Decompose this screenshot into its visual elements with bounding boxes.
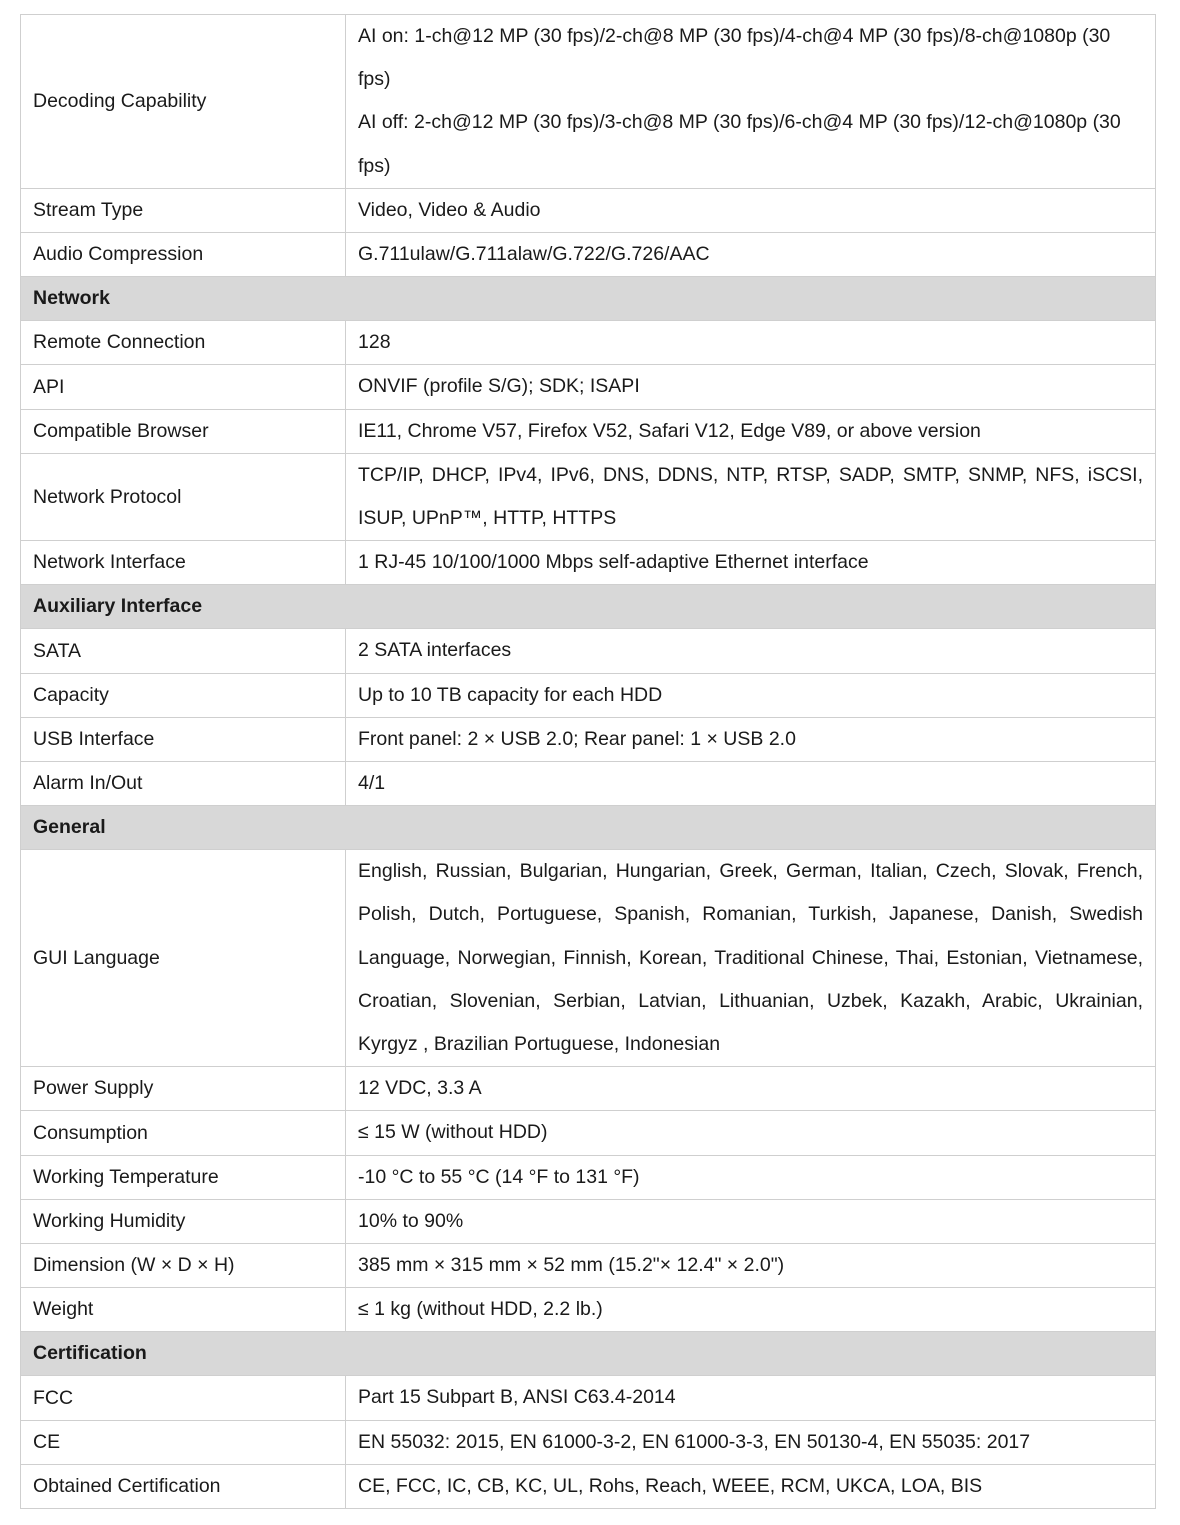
spec-label: FCC	[21, 1376, 346, 1420]
spec-value	[346, 188, 1156, 232]
spec-row	[21, 188, 1156, 232]
spec-value	[346, 1199, 1156, 1243]
spec-label: SATA	[21, 629, 346, 673]
spec-value-line: English, Russian, Bulgarian, Hungarian, Greek, German, Italian, Czech, Slovak, French, Polish, Dutch, Portuguese, Spanish, Romanian, Turkish, Japanese, Danish, Swedish Language, Norwegian, Finnish, Korean, Traditional Chinese, Thai, Estonian, Vietnamese, Croatian, Slovenian, Serbian, Latvian, Lithuanian, Uzbek, Kazakh, Arabic, Ukrainian, Kyrgyz , Brazilian Portuguese, Indonesian	[358, 860, 1143, 1056]
spec-value	[346, 365, 1156, 409]
spec-label: Remote Connection	[21, 321, 346, 365]
spec-row	[21, 1420, 1156, 1464]
spec-value	[346, 1376, 1156, 1420]
spec-label: Network Protocol	[21, 453, 346, 540]
spec-value-line: AI on: 1-ch@12 MP (30 fps)/2-ch@8 MP (30 fps)/4-ch@4 MP (30 fps)/8-ch@1080p (30 fps)	[358, 25, 1111, 91]
spec-label: Working Humidity	[21, 1199, 346, 1243]
spec-row	[21, 453, 1156, 540]
spec-table-body	[21, 15, 1156, 1509]
spec-value	[346, 850, 1156, 1067]
spec-row	[21, 365, 1156, 409]
spec-label: Power Supply	[21, 1067, 346, 1111]
spec-row	[21, 1244, 1156, 1288]
spec-value-line: 4/1	[358, 772, 386, 795]
spec-row	[21, 233, 1156, 277]
section-header-row	[21, 1332, 1156, 1376]
spec-label: Working Temperature	[21, 1155, 346, 1199]
spec-label: Network Interface	[21, 541, 346, 585]
spec-value-line: Part 15 Subpart B, ANSI C63.4-2014	[358, 1386, 676, 1409]
spec-row	[21, 1067, 1156, 1111]
spec-label: Compatible Browser	[21, 409, 346, 453]
spec-row	[21, 762, 1156, 806]
spec-label: Capacity	[21, 673, 346, 717]
spec-value-line: ONVIF (profile S/G); SDK; ISAPI	[358, 375, 640, 398]
spec-label: Consumption	[21, 1111, 346, 1155]
spec-label: API	[21, 365, 346, 409]
spec-value-line: TCP/IP, DHCP, IPv4, IPv6, DNS, DDNS, NTP, RTSP, SADP, SMTP, SNMP, NFS, iSCSI, ISUP, UPnP™, HTTP, HTTPS	[358, 463, 1143, 530]
spec-value-line: Video, Video & Audio	[358, 198, 541, 221]
section-header-row	[21, 277, 1156, 321]
spec-value	[346, 541, 1156, 585]
spec-value	[346, 1067, 1156, 1111]
spec-value	[346, 673, 1156, 717]
spec-value-line: 1 RJ-45 10/100/1000 Mbps self-adaptive Ethernet interface	[358, 551, 869, 574]
spec-label: GUI Language	[21, 850, 346, 1067]
spec-value	[346, 321, 1156, 365]
spec-row	[21, 1288, 1156, 1332]
spec-value-line: 385 mm × 315 mm × 52 mm (15.2"× 12.4" × 2.0")	[358, 1254, 785, 1277]
spec-value	[346, 1288, 1156, 1332]
spec-row	[21, 1376, 1156, 1420]
section-header-row	[21, 806, 1156, 850]
spec-value-line: -10 °C to 55 °C (14 °F to 131 °F)	[358, 1165, 640, 1188]
spec-value	[346, 233, 1156, 277]
spec-row	[21, 1464, 1156, 1508]
spec-label: USB Interface	[21, 717, 346, 761]
spec-value	[346, 1244, 1156, 1288]
spec-value-line: CE, FCC, IC, CB, KC, UL, Rohs, Reach, WEEE, RCM, UKCA, LOA, BIS	[358, 1474, 983, 1497]
spec-row	[21, 1199, 1156, 1243]
spec-value	[346, 717, 1156, 761]
spec-value	[346, 762, 1156, 806]
spec-value-line: 2 SATA interfaces	[358, 639, 512, 662]
spec-value-line: G.711ulaw/G.711alaw/G.722/G.726/AAC	[358, 243, 710, 266]
spec-value-line: ≤ 1 kg (without HDD, 2.2 lb.)	[358, 1298, 603, 1321]
spec-value-line: 10% to 90%	[358, 1209, 464, 1232]
spec-label: Alarm In/Out	[21, 762, 346, 806]
spec-value-line: 128	[358, 331, 391, 354]
spec-value	[346, 409, 1156, 453]
spec-label: Audio Compression	[21, 233, 346, 277]
spec-row	[21, 409, 1156, 453]
spec-value	[346, 629, 1156, 673]
spec-table	[20, 14, 1156, 1509]
spec-label: Stream Type	[21, 188, 346, 232]
spec-value	[346, 453, 1156, 540]
section-header-row	[21, 585, 1156, 629]
section-title: Auxiliary Interface	[21, 585, 1156, 629]
spec-value	[346, 1464, 1156, 1508]
spec-row	[21, 541, 1156, 585]
spec-value	[346, 1155, 1156, 1199]
spec-value	[346, 1111, 1156, 1155]
spec-value-line: ≤ 15 W (without HDD)	[358, 1121, 548, 1144]
spec-row	[21, 1155, 1156, 1199]
spec-label: Dimension (W × D × H)	[21, 1244, 346, 1288]
spec-value-line: Front panel: 2 × USB 2.0; Rear panel: 1 × USB 2.0	[358, 727, 796, 750]
spec-row	[21, 673, 1156, 717]
spec-value-line: Up to 10 TB capacity for each HDD	[358, 683, 663, 706]
spec-row	[21, 15, 1156, 189]
spec-row	[21, 717, 1156, 761]
spec-value-line: IE11, Chrome V57, Firefox V52, Safari V12, Edge V89, or above version	[358, 419, 981, 442]
spec-row	[21, 629, 1156, 673]
spec-label: Weight	[21, 1288, 346, 1332]
section-title: Network	[21, 277, 1156, 321]
spec-value	[346, 15, 1156, 189]
spec-value-line: 12 VDC, 3.3 A	[358, 1077, 482, 1100]
spec-value	[346, 1420, 1156, 1464]
spec-value-line: EN 55032: 2015, EN 61000-3-2, EN 61000-3-3, EN 50130-4, EN 55035: 2017	[358, 1430, 1031, 1453]
spec-row	[21, 850, 1156, 1067]
spec-row	[21, 321, 1156, 365]
spec-label: Decoding Capability	[21, 15, 346, 189]
section-title: General	[21, 806, 1156, 850]
spec-label: CE	[21, 1420, 346, 1464]
section-title: Certification	[21, 1332, 1156, 1376]
spec-value-line: AI off: 2-ch@12 MP (30 fps)/3-ch@8 MP (30 fps)/6-ch@4 MP (30 fps)/12-ch@1080p (30 fps)	[358, 111, 1121, 177]
spec-row	[21, 1111, 1156, 1155]
spec-label: Obtained Certification	[21, 1464, 346, 1508]
